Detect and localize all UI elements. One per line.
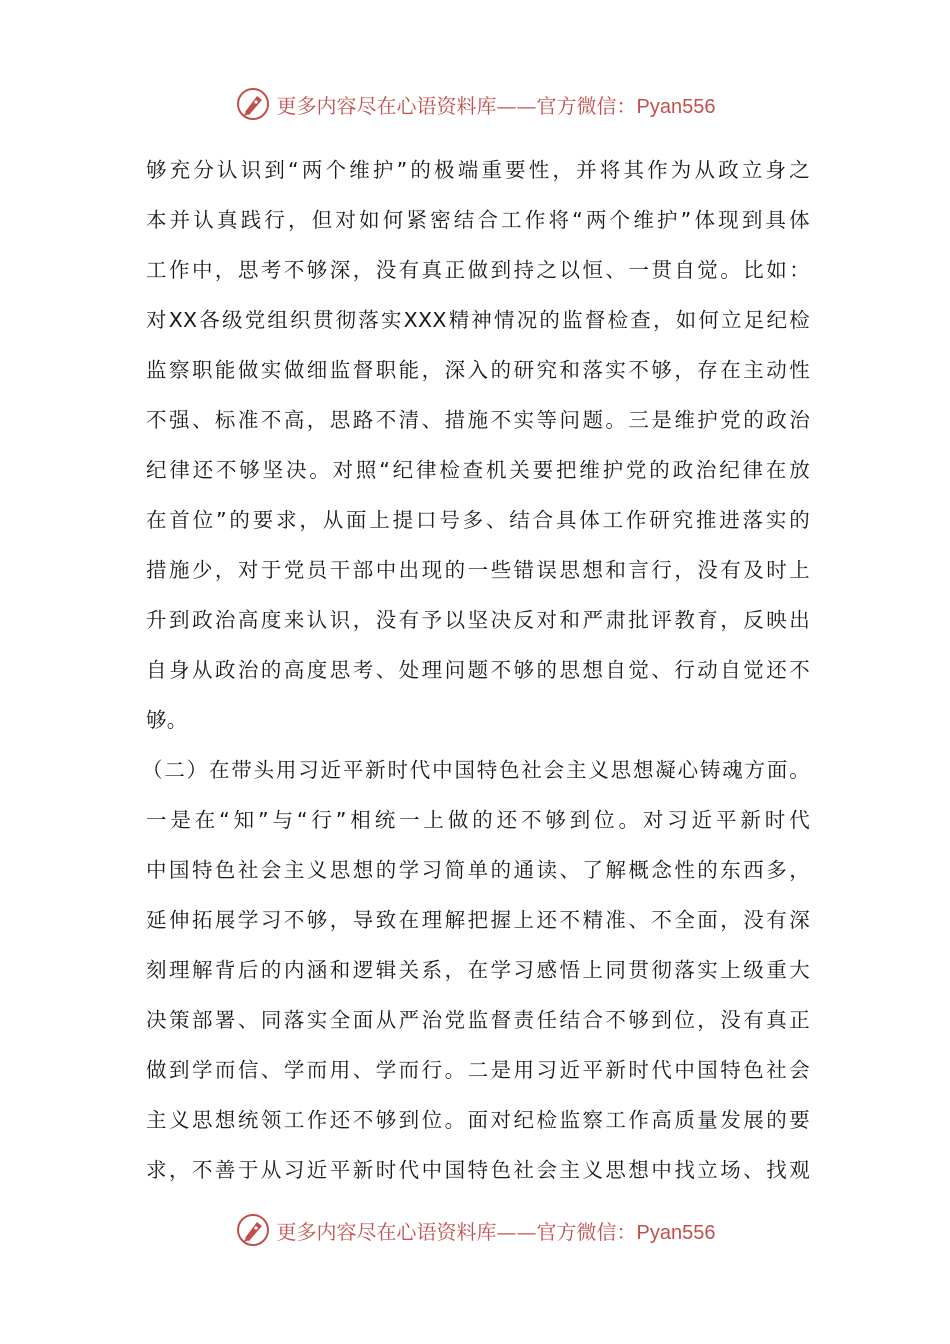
pen-nib-logo-icon: [235, 1212, 271, 1248]
body-line: 在首位”的要求，从面上提口号多、结合具体工作研究推进落实的: [146, 508, 810, 532]
body-line: 工作中，思考不够深，没有真正做到持之以恒、一贯自觉。比如：: [146, 258, 810, 282]
body-line: 够充分认识到“两个维护”的极端重要性，并将其作为从政立身之: [146, 158, 810, 182]
footer-banner-contact-id: Pyan556: [636, 1221, 716, 1244]
body-line: 本并认真践行，但对如何紧密结合工作将“两个维护”体现到具体: [146, 208, 810, 232]
body-line: 对XX各级党组织贯彻落实XXX精神情况的监督检查，如何立足纪检: [146, 308, 810, 332]
body-line: 够。: [146, 708, 188, 732]
footer-banner-text: [277, 1216, 716, 1245]
body-line: 自身从政治的高度思考、处理问题不够的思想自觉、行动自觉还不: [146, 658, 810, 682]
body-line: 措施少，对于党员干部中出现的一些错误思想和言行，没有及时上: [146, 558, 810, 582]
header-banner-contact-id: Pyan556: [636, 95, 716, 118]
footer-banner: [0, 1210, 950, 1250]
body-line: 不强、标准不高，思路不清、措施不实等问题。三是维护党的政治: [146, 408, 810, 432]
body-line: 纪律还不够坚决。对照“纪律检查机关要把维护党的政治纪律在放: [146, 458, 810, 482]
body-line: 一是在“知”与“行”相统一上做的还不够到位。对习近平新时代: [146, 808, 810, 832]
body-line: 中国特色社会主义思想的学习简单的通读、了解概念性的东西多，: [146, 858, 810, 882]
header-banner-separator: ——: [496, 93, 537, 118]
header-banner: [0, 84, 950, 124]
document-body: [142, 150, 810, 1200]
body-line: 升到政治高度来认识，没有予以坚决反对和严肃批评教育，反映出: [146, 608, 810, 632]
body-line: 延伸拓展学习不够，导致在理解把握上还不精准、不全面，没有深: [146, 908, 810, 932]
body-line: 监察职能做实做细监督职能，深入的研究和落实不够，存在主动性: [146, 358, 810, 382]
body-line: 刻理解背后的内涵和逻辑关系，在学习感悟上同贯彻落实上级重大: [146, 958, 810, 982]
header-banner-main: 更多内容尽在心语资料库: [276, 93, 497, 118]
pen-nib-logo-icon: [235, 86, 271, 122]
header-banner-contact-label: 官方微信：: [536, 93, 637, 118]
footer-banner-main: 更多内容尽在心语资料库: [276, 1219, 497, 1244]
footer-banner-separator: ——: [496, 1219, 537, 1244]
body-line: 求，不善于从习近平新时代中国特色社会主义思想中找立场、找观: [146, 1158, 810, 1182]
body-line: 做到学而信、学而用、学而行。二是用习近平新时代中国特色社会: [146, 1058, 810, 1082]
body-line: 主义思想统领工作还不够到位。面对纪检监察工作高质量发展的要: [146, 1108, 810, 1132]
header-banner-text: [277, 90, 716, 119]
footer-banner-contact-label: 官方微信：: [536, 1219, 637, 1244]
body-line: 决策部署、同落实全面从严治党监督责任结合不够到位，没有真正: [146, 1008, 810, 1032]
section-heading: （二）在带头用习近平新时代中国特色社会主义思想凝心铸魂方面。: [142, 758, 810, 782]
